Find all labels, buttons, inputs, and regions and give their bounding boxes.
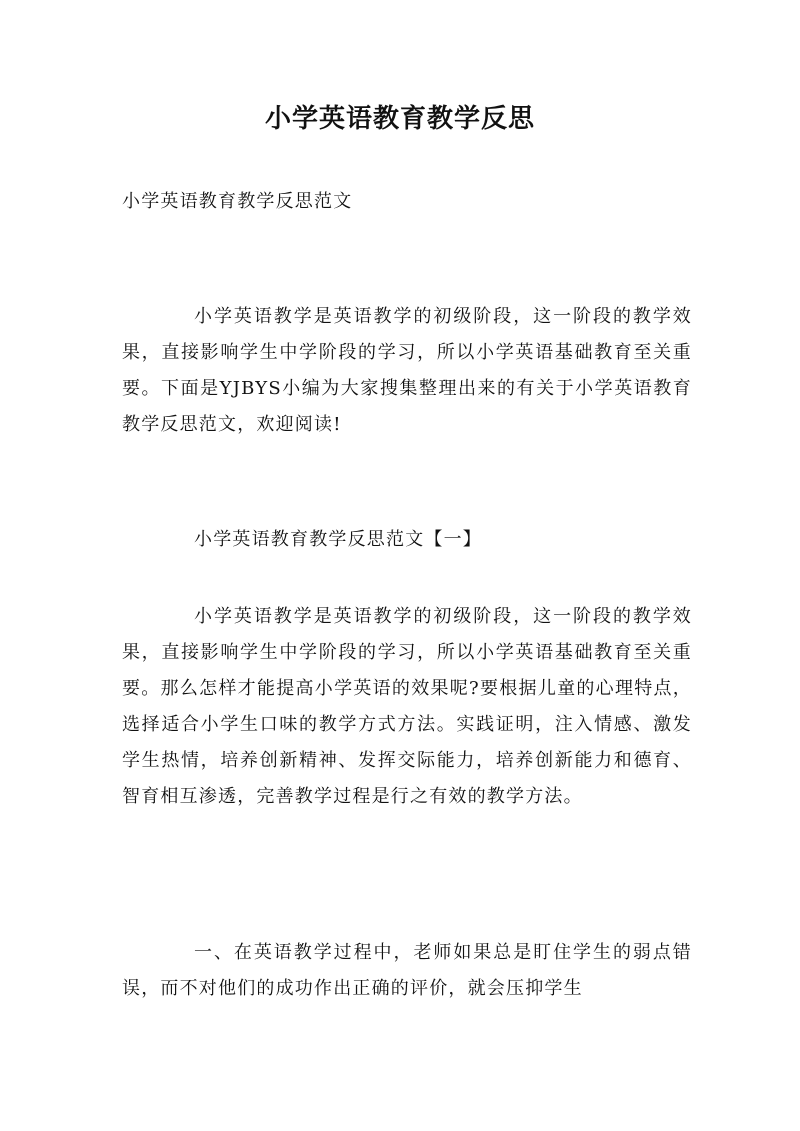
document-subtitle: 小学英语教育教学反思范文: [122, 191, 353, 212]
section-heading: 小学英语教育教学反思范文【一】: [194, 529, 482, 550]
section-paragraph-2: 一、在英语教学过程中，老师如果总是盯住学生的弱点错误，而不对他们的成功作出正确的评价，就会压抑学生: [122, 942, 692, 999]
document-title: 小学英语教育教学反思: [264, 104, 535, 134]
section-paragraph-1: 小学英语教学是英语教学的初级阶段，这一阶段的教学效果，直接影响学生中学阶段的学习，所以小学英语基础教育至关重要。那么怎样才能提高小学英语的效果呢?要根据儿童的心理特点，选择适合小学生口味的教学方式方法。实践证明，注入情感、激发学生热情，培养创新精神、发挥交际能力，培养创新能力和德育、智育相互渗透，完善教学过程是行之有效的教学方法。: [122, 606, 692, 807]
intro-paragraph: 小学英语教学是英语教学的初级阶段，这一阶段的教学效果，直接影响学生中学阶段的学习，所以小学英语基础教育至关重要。下面是YJBYS小编为大家搜集整理出来的有关于小学英语教育教学反思范文，欢迎阅读!: [122, 306, 692, 435]
